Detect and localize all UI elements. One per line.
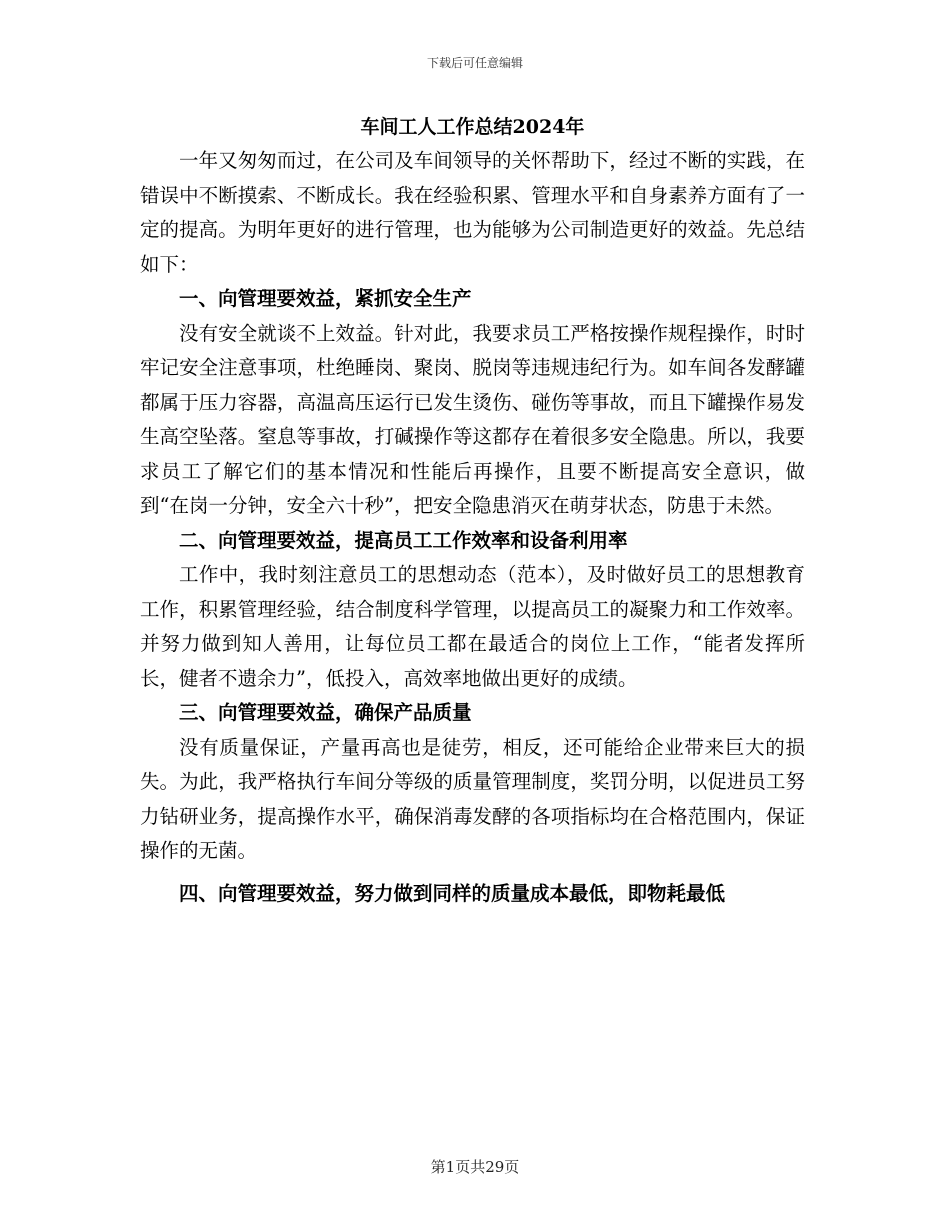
intro-paragraph: 一年又匆匆而过，在公司及车间领导的关怀帮助下，经过不断的实践，在错误中不断摸索、不断成长。我在经验积累、管理水平和自身素养方面有了一定的提高。为明年更好的进行管理，也为能够为公司制造更好的效益。先总结如下： (140, 149, 805, 276)
header-note: 下载后可任意编辑 (426, 56, 523, 70)
section-heading-4: 四、向管理要效益，努力做到同样的质量成本最低，即物耗最低 (179, 881, 726, 905)
section-paragraph-1: 没有安全就谈不上效益。针对此，我要求员工严格按操作规程操作，时时牢记安全注意事项，杜绝睡岗、聚岗、脱岗等违规违纪行为。如车间各发酵罐都属于压力容器，高温高压运行已发生烫伤、碰伤等事故，而且下罐操作易发生高空坠落。窒息等事故，打碱操作等这都存在着很多安全隐患。所以，我要求员工了解它们的基本情况和性能后再操作，且要不断提高安全意识，做到“在岗一分钟，安全六十秒”，把安全隐患消灭在萌芽状态，防患于未然。 (140, 321, 805, 517)
section-heading-1: 一、向管理要效益，紧抓安全生产 (179, 287, 472, 310)
section-paragraph-2: 工作中，我时刻注意员工的思想动态（范本），及时做好员工的思想教育工作，积累管理经验，结合制度科学管理，以提高员工的凝聚力和工作效率。并努力做到知人善用，让每位员工都在最适合的岗位上工作，“能者发挥所长，健者不遗余力”，低投入，高效率地做出更好的成绩。 (140, 563, 805, 690)
document-title: 车间工人工作总结2024年 (360, 116, 585, 138)
section-heading-2: 二、向管理要效益，提高员工工作效率和设备利用率 (179, 528, 628, 552)
section-heading-3: 三、向管理要效益，确保产品质量 (179, 701, 472, 724)
page-footer: 第1页共29页 (430, 1158, 520, 1176)
section-paragraph-3: 没有质量保证，产量再高也是徒劳，相反，还可能给企业带来巨大的损失。为此，我严格执行车间分等级的质量管理制度，奖罚分明，以促进员工努力钻研业务，提高操作水平，确保消毒发酵的各项指标均在合格范围内，保证操作的无菌。 (140, 735, 805, 862)
document-body (140, 110, 805, 911)
